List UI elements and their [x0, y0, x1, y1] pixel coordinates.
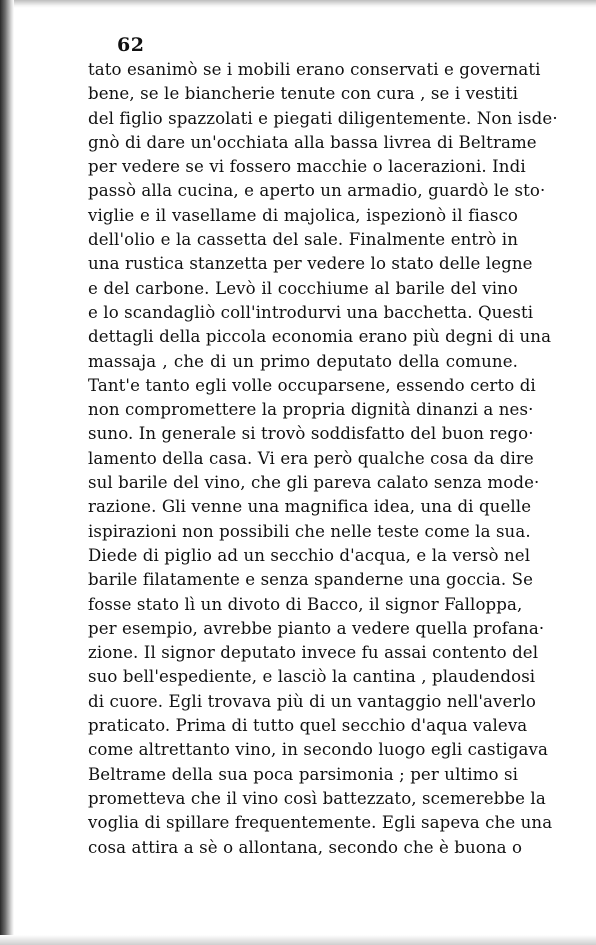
- text-line: zione. Il signor deputato invece fu assai contento del: [88, 643, 539, 663]
- text-line: sul barile del vino, che gli pareva calato senza mode·: [88, 473, 540, 493]
- text-line: di cuore. Egli trovava più di un vantaggio nell'averlo: [88, 691, 536, 711]
- text-line: ispirazioni non possibili che nelle teste come la sua.: [88, 521, 531, 541]
- text-line: e del carbone. Levò il cocchiume al barile del vino: [88, 278, 518, 298]
- text-line: suno. In generale si trovò soddisfatto del buon rego·: [88, 424, 534, 444]
- text-line: per esempio, avrebbe pianto a vedere quella profana·: [88, 618, 545, 638]
- text-line: fosse stato lì un divoto di Bacco, il signor Falloppa,: [88, 594, 523, 614]
- text-line: Tant'e tanto egli volle occuparsene, essendo certo di: [88, 375, 536, 395]
- page-top-edge: [0, 0, 596, 8]
- body-text: [88, 58, 558, 860]
- text-line: Diede di piglio ad un secchio d'acqua, e la versò nel: [88, 545, 531, 565]
- text-line: razione. Gli venne una magnifica idea, una di quelle: [88, 497, 532, 517]
- text-line: massaja , che di un primo deputato della comune.: [88, 351, 518, 371]
- text-line: come altrettanto vino, in secondo luogo egli castigava: [88, 740, 549, 760]
- text-line: non compromettere la propria dignità dinanzi a nes·: [88, 400, 534, 420]
- text-line: dell'olio e la cassetta del sale. Finalmente entrò in: [88, 230, 518, 250]
- text-line: una rustica stanzetta per vedere lo stato delle legne: [88, 254, 533, 274]
- text-line: Beltrame della sua poca parsimonia ; per ultimo si: [88, 764, 518, 784]
- text-line: passò alla cucina, e aperto un armadio, guardò le sto·: [88, 181, 546, 201]
- text-line: voglia di spillare frequentemente. Egli sapeva che una: [88, 813, 553, 833]
- text-line: e lo scandagliò coll'introdurvi una bacchetta. Questi: [88, 302, 534, 322]
- text-line: barile filatamente e senza spanderne una goccia. Se: [88, 570, 534, 590]
- text-line: viglie e il vasellame di majolica, ispezionò il fiasco: [88, 205, 518, 225]
- text-line: dettagli della piccola economia erano più degni di una: [88, 327, 552, 347]
- text-line: lamento della casa. Vi era però qualche cosa da dire: [88, 448, 534, 468]
- text-line: del figlio spazzolati e piegati diligentemente. Non isde·: [88, 108, 558, 128]
- text-line: praticato. Prima di tutto quel secchio d'aqua valeva: [88, 716, 528, 736]
- text-line: suo bell'espediente, e lasciò la cantina , plaudendosi: [88, 667, 536, 687]
- page-bottom-edge: [0, 935, 596, 945]
- page-number: 62: [117, 34, 145, 56]
- text-line: prometteva che il vino così battezzato, scemerebbe la: [88, 788, 546, 808]
- text-line: per vedere se vi fossero macchie o lacerazioni. Indi: [88, 157, 526, 177]
- text-line: cosa attira a sè o allontana, secondo che è buona o: [88, 837, 523, 857]
- text-line: tato esanimò se i mobili erano conservati e governati: [88, 60, 541, 79]
- text-line: bene, se le biancherie tenute con cura , se i vestiti: [88, 84, 518, 104]
- text-line: gnò di dare un'occhiata alla bassa livrea di Beltrame: [88, 132, 537, 152]
- book-binding-shadow: [0, 0, 14, 945]
